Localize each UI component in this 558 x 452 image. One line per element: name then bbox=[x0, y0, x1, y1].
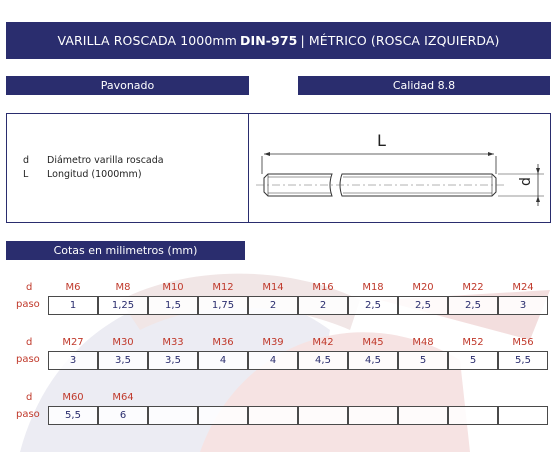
pitch-cell: 4,5 bbox=[298, 351, 348, 370]
pitch-cell: 1,25 bbox=[98, 296, 148, 315]
legend-text: Longitud (1000mm) bbox=[47, 169, 142, 180]
quality-tag: Calidad 8.8 bbox=[298, 76, 550, 95]
pitch-cell: 2,5 bbox=[398, 296, 448, 315]
pitch-cell: 2 bbox=[298, 296, 348, 315]
size-header: M10 bbox=[162, 282, 184, 293]
legend-item bbox=[23, 154, 164, 168]
pitch-cell bbox=[248, 406, 298, 425]
size-header: M30 bbox=[112, 337, 134, 348]
pitch-cell: 5,5 bbox=[498, 351, 548, 370]
pitch-cell: 4 bbox=[198, 351, 248, 370]
pitch-cell: 3 bbox=[498, 296, 548, 315]
size-header: M22 bbox=[462, 282, 484, 293]
pitch-cell: 3,5 bbox=[148, 351, 198, 370]
pitch-cell: 2,5 bbox=[448, 296, 498, 315]
size-header: M12 bbox=[212, 282, 234, 293]
pitch-cell bbox=[448, 406, 498, 425]
row-label-pitch: paso bbox=[16, 354, 40, 365]
pitch-cell: 2,5 bbox=[348, 296, 398, 315]
legend-symbol: d bbox=[23, 155, 30, 166]
row-label-size: d bbox=[26, 337, 33, 348]
pitch-cell bbox=[498, 406, 548, 425]
pitch-cell bbox=[198, 406, 248, 425]
row-label-pitch: paso bbox=[16, 409, 40, 420]
row-label-size: d bbox=[26, 392, 33, 403]
page-title bbox=[6, 22, 551, 59]
legend bbox=[23, 154, 164, 182]
legend-item bbox=[23, 168, 164, 182]
size-header: M36 bbox=[212, 337, 234, 348]
size-header: M24 bbox=[512, 282, 534, 293]
size-header: M27 bbox=[62, 337, 84, 348]
pitch-cell bbox=[298, 406, 348, 425]
pitch-cell: 1,5 bbox=[148, 296, 198, 315]
row-label-size: d bbox=[26, 282, 33, 293]
row-label-pitch: paso bbox=[16, 299, 40, 310]
title-prefix: VARILLA ROSCADA 1000mm bbox=[57, 33, 237, 48]
pitch-cell: 3 bbox=[48, 351, 98, 370]
size-header: M39 bbox=[262, 337, 284, 348]
pitch-cell: 1,75 bbox=[198, 296, 248, 315]
size-header: M64 bbox=[112, 392, 134, 403]
title-suffix: | MÉTRICO (ROSCA IZQUIERDA) bbox=[300, 33, 500, 48]
pitch-cell: 2 bbox=[248, 296, 298, 315]
size-header: M52 bbox=[462, 337, 484, 348]
size-header: M8 bbox=[115, 282, 131, 293]
size-header: M16 bbox=[312, 282, 334, 293]
size-header: M18 bbox=[362, 282, 384, 293]
dimensions-label: Cotas en milimetros (mm) bbox=[6, 241, 245, 260]
spec-box bbox=[6, 113, 551, 223]
pitch-cell bbox=[148, 406, 198, 425]
pitch-cell: 5 bbox=[398, 351, 448, 370]
pitch-cell: 4,5 bbox=[348, 351, 398, 370]
pitch-cell: 6 bbox=[98, 406, 148, 425]
size-header: M45 bbox=[362, 337, 384, 348]
size-header: M42 bbox=[312, 337, 334, 348]
size-header: M56 bbox=[512, 337, 534, 348]
title-standard: DIN-975 bbox=[239, 33, 298, 48]
pitch-cell bbox=[398, 406, 448, 425]
pitch-cell: 3,5 bbox=[98, 351, 148, 370]
size-header: M33 bbox=[162, 337, 184, 348]
legend-text: Diámetro varilla roscada bbox=[47, 155, 164, 166]
size-header: M48 bbox=[412, 337, 434, 348]
size-header: M20 bbox=[412, 282, 434, 293]
length-label: L bbox=[377, 131, 386, 150]
size-header: M14 bbox=[262, 282, 284, 293]
pitch-cell: 4 bbox=[248, 351, 298, 370]
diameter-label: d bbox=[518, 177, 534, 186]
pitch-cell: 1 bbox=[48, 296, 98, 315]
threaded-rod-drawing bbox=[252, 116, 550, 220]
size-header: M60 bbox=[62, 392, 84, 403]
finish-tag: Pavonado bbox=[6, 76, 249, 95]
size-header: M6 bbox=[65, 282, 81, 293]
pitch-cell: 5,5 bbox=[48, 406, 98, 425]
legend-symbol: L bbox=[23, 169, 29, 180]
spec-divider bbox=[248, 114, 249, 222]
pitch-cell bbox=[348, 406, 398, 425]
pitch-cell: 5 bbox=[448, 351, 498, 370]
